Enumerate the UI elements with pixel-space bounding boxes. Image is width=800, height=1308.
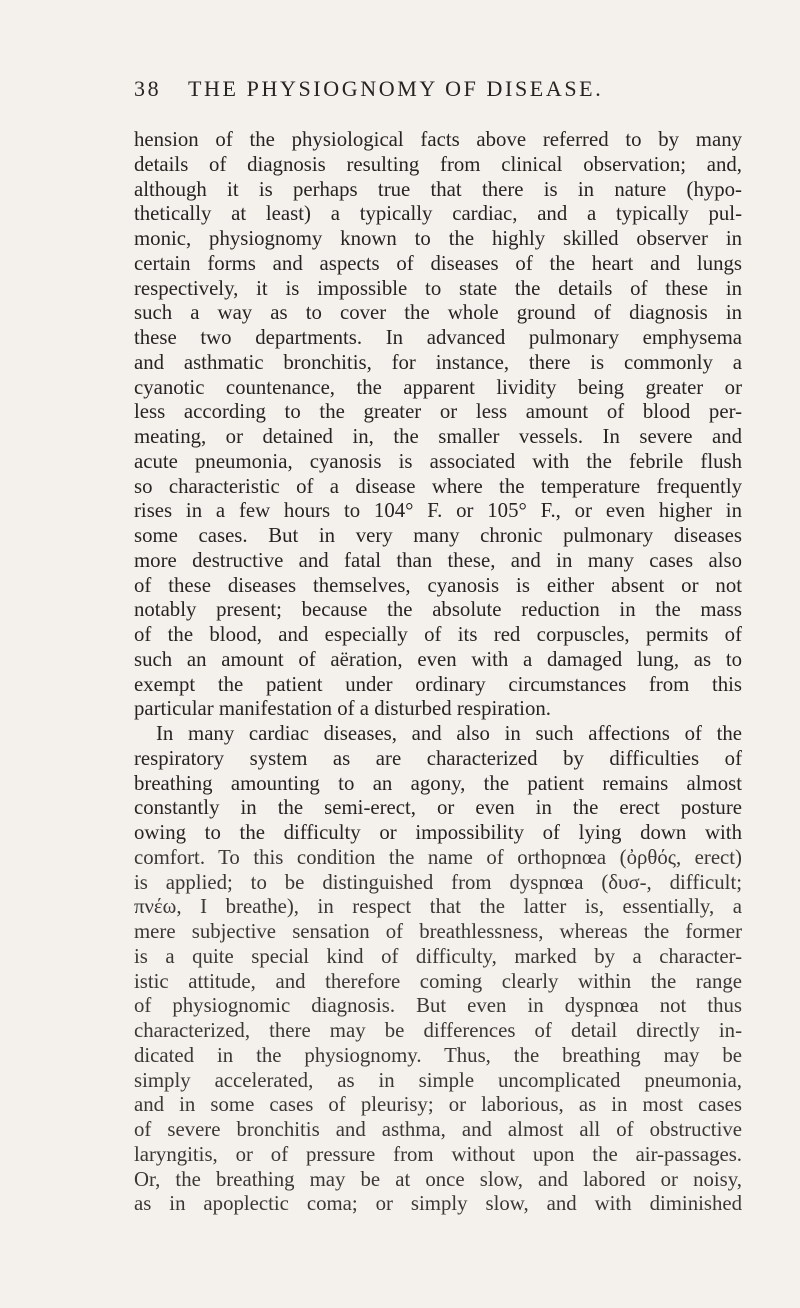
- text-line: is applied; to be distinguished from dyspnœa (δυσ-, difficult;: [134, 870, 742, 894]
- text-line: respectively, it is impossible to state the details of these in: [134, 276, 742, 300]
- text-line: of these diseases themselves, cyanosis is either absent or not: [134, 573, 742, 597]
- text-line: rises in a few hours to 104° F. or 105° F., or even higher in: [134, 499, 742, 523]
- text-line: exempt the patient under ordinary circumstances from this: [134, 672, 742, 696]
- text-line: particular manifestation of a disturbed respiration.: [134, 697, 551, 721]
- text-line: and asthmatic bronchitis, for instance, there is commonly a: [134, 350, 742, 374]
- text-line: thetically at least) a typically cardiac, and a typically pul-: [134, 202, 742, 226]
- text-line: cyanotic countenance, the apparent lividity being greater or: [134, 375, 742, 399]
- text-line: such a way as to cover the whole ground of diagnosis in: [134, 301, 742, 325]
- text-line: so characteristic of a disease where the temperature frequently: [134, 474, 742, 498]
- text-line: respiratory system as are characterized by difficulties of: [134, 746, 742, 770]
- text-line: and in some cases of pleurisy; or laborious, as in most cases: [134, 1093, 742, 1117]
- text-line: istic attitude, and therefore coming clearly within the range: [134, 969, 742, 993]
- text-line: constantly in the semi-erect, or even in the erect posture: [134, 796, 742, 820]
- text-line: more destructive and fatal than these, and in many cases also: [134, 548, 742, 572]
- text-line: acute pneumonia, cyanosis is associated with the febrile flush: [134, 449, 742, 473]
- text-line: is a quite special kind of difficulty, marked by a character-: [134, 944, 742, 968]
- text-line: of severe bronchitis and asthma, and almost all of obstructive: [134, 1118, 742, 1141]
- running-head: [134, 76, 742, 110]
- text-line: laryngitis, or of pressure from without upon the air-passages.: [134, 1142, 742, 1166]
- text-line: although it is perhaps true that there is in nature (hypo-: [134, 177, 742, 201]
- text-line: notably present; because the absolute reduction in the mass: [134, 598, 742, 622]
- text-line: some cases. But in very many chronic pulmonary diseases: [134, 524, 742, 547]
- text-line: Or, the breathing may be at once slow, and labored or noisy,: [134, 1167, 742, 1191]
- text-line: In many cardiac diseases, and also in such affections of the: [156, 722, 742, 745]
- text-line: details of diagnosis resulting from clinical observation; and,: [134, 152, 742, 176]
- text-line: certain forms and aspects of diseases of the heart and lungs: [134, 251, 742, 275]
- text-line: meating, or detained in, the smaller vessels. In severe and: [134, 425, 742, 448]
- text-line: of the blood, and especially of its red corpuscles, permits of: [134, 623, 742, 646]
- text-line: as in apoplectic coma; or simply slow, and with diminished: [134, 1192, 742, 1216]
- text-line: comfort. To this condition the name of orthopnœa (ὀρθός, erect): [134, 845, 742, 869]
- text-line: less according to the greater or less amount of blood per-: [134, 400, 742, 424]
- text-line: of physiognomic diagnosis. But even in dyspnœa not thus: [134, 994, 742, 1018]
- text-line: breathing amounting to an agony, the patient remains almost: [134, 771, 742, 795]
- body-text: [134, 128, 742, 1217]
- text-line: dicated in the physiognomy. Thus, the breathing may be: [134, 1043, 742, 1067]
- text-line: characterized, there may be differences of detail directly in-: [134, 1019, 742, 1042]
- text-line: such an amount of aëration, even with a damaged lung, as to: [134, 647, 742, 671]
- text-line: πνέω, I breathe), in respect that the latter is, essentially, a: [134, 895, 742, 919]
- page-number: 38: [134, 76, 162, 101]
- text-line: owing to the difficulty or impossibility of lying down with: [134, 821, 742, 844]
- text-line: hension of the physiological facts above referred to by many: [134, 128, 742, 151]
- text-line: these two departments. In advanced pulmonary emphysema: [134, 326, 742, 349]
- text-line: simply accelerated, as in simple uncomplicated pneumonia,: [134, 1068, 742, 1092]
- text-line: mere subjective sensation of breathlessness, whereas the former: [134, 920, 742, 943]
- running-title: THE PHYSIOGNOMY OF DISEASE.: [188, 76, 604, 101]
- text-line: monic, physiognomy known to the highly skilled observer in: [134, 227, 742, 250]
